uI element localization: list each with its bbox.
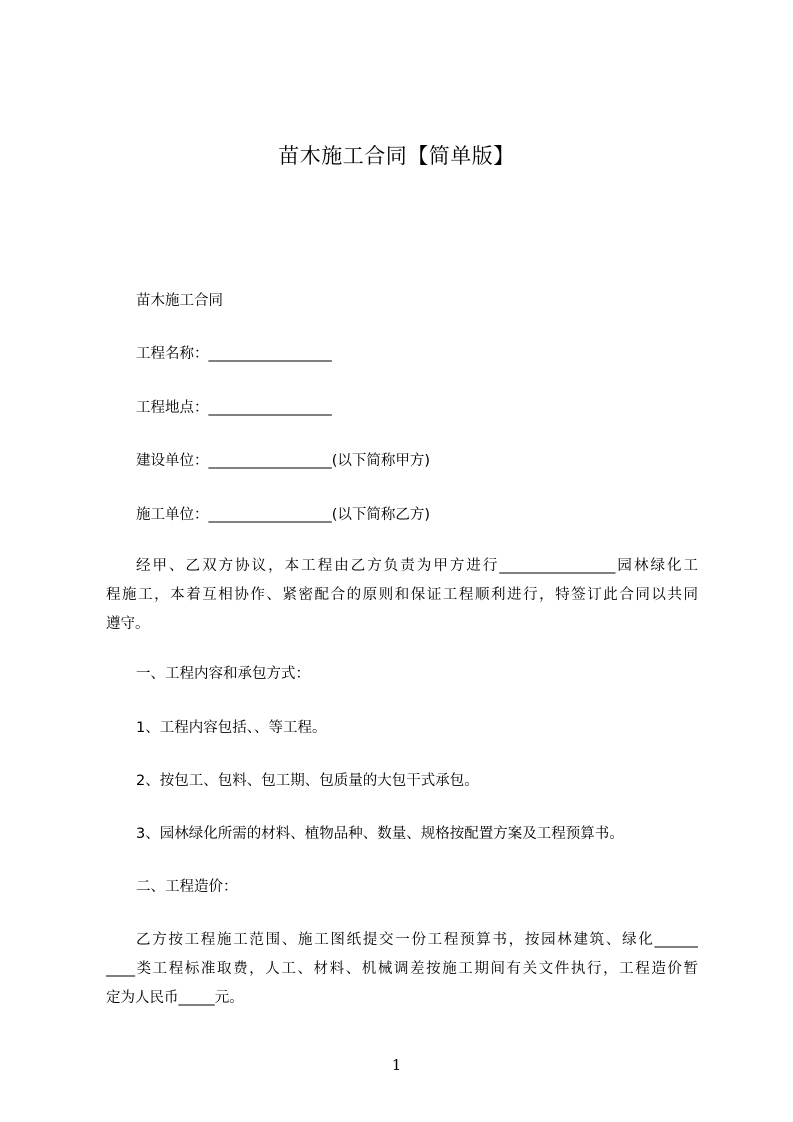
section-2-heading: 二、工程造价： [136,879,238,895]
intro-paragraph [106,552,698,639]
project-location-line: 工程地点：_________________ [136,400,332,416]
page-number: 1 [391,1056,402,1074]
contract-heading: 苗木施工合同 [136,293,223,309]
section-1-item-1: 1、工程内容包括、、等工程。 [136,720,327,736]
document-title: 苗木施工合同【简单版】 [278,144,515,168]
construction-unit-line: 建设单位：_________________(以下简称甲方) [136,453,431,469]
cost-paragraph-line-1: 乙方按工程施工范围、施工图纸提交一份工程预算书，按园林建筑、绿化______ [136,932,698,948]
section-1-heading: 一、工程内容和承包方式： [136,666,310,682]
intro-paragraph-line-1: 经甲、乙双方协议，本工程由乙方负责为甲方进行________________园林绿化工 [136,558,698,574]
section-1-item-2: 2、按包工、包料、包工期、包质量的大包干式承包。 [136,773,479,789]
cost-paragraph [106,926,698,1013]
intro-paragraph-line-2: 程施工，本着互相协作、紧密配合的原则和保证工程顺利进行，特签订此合同以共同 [106,587,698,603]
cost-paragraph-line-2: ____类工程标准取费，人工、材料、机械调差按施工期间有关文件执行，工程造价暂 [106,961,698,977]
intro-paragraph-line-3: 遵守。 [106,616,150,632]
project-name-line: 工程名称：_________________ [136,346,332,362]
cost-paragraph-line-3: 定为人民币_____元。 [106,990,244,1006]
builder-unit-line: 施工单位：_________________(以下简称乙方) [136,507,431,523]
section-1-item-3: 3、园林绿化所需的材料、植物品种、数量、规格按配置方案及工程预算书。 [136,826,624,842]
